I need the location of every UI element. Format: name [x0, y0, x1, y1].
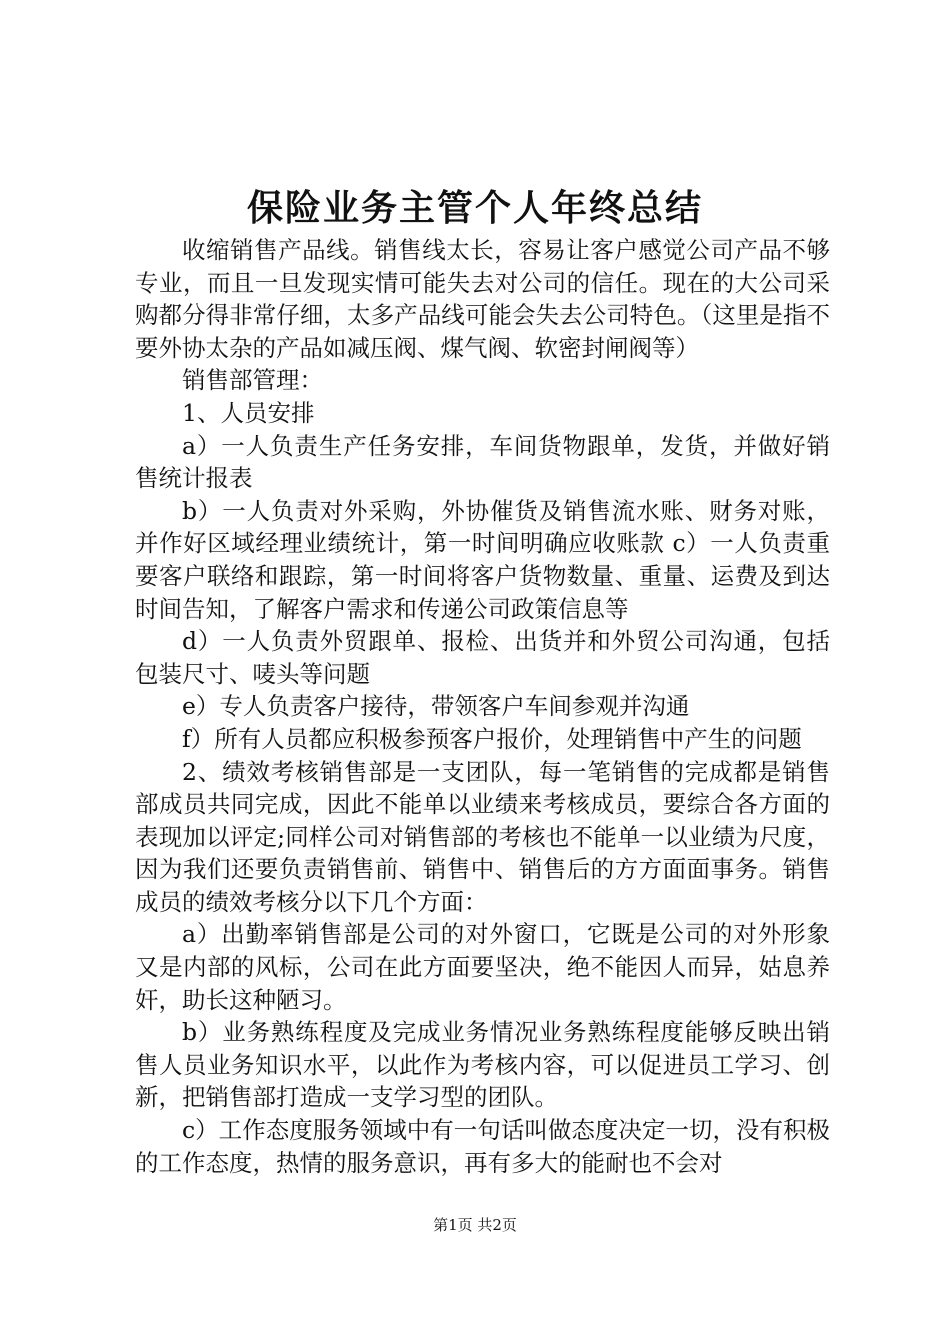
- paragraph: 销售部管理：: [182, 366, 323, 395]
- paragraph: a）出勤率销售部是公司的对外窗口，它既是公司的对外形象又是内部的风标，公司在此方面要坚决，绝不能因人而异，姑息养奸，助长这种陋习。: [135, 920, 830, 1014]
- paragraph: 收缩销售产品线。销售线太长，容易让客户感觉公司产品不够专业，而且一旦发现实情可能失去对公司的信任。现在的大公司采购都分得非常仔细，太多产品线可能会失去公司特色。（这里是指不要外协太杂的产品如减压阀、煤气阀、软密封闸阀等）: [135, 236, 830, 362]
- paragraph: c）工作态度服务领域中有一句话叫做态度决定一切，没有积极的工作态度，热情的服务意识，再有多大的能耐也不会对: [135, 1116, 830, 1177]
- paragraph: a）一人负责生产任务安排，车间货物跟单，发货，并做好销售统计报表: [135, 431, 830, 493]
- paragraph: b）一人负责对外采购，外协催货及销售流水账、财务对账，并作好区域经理业绩统计，第一时间明确应收账款 c）一人负责重要客户联络和跟踪，第一时间将客户货物数量、重量、运费及到达时间告知，了解客户需求和传递公司政策信息等: [135, 496, 830, 623]
- document-title: 保险业务主管个人年终总结: [246, 187, 703, 229]
- paragraph: 2、绩效考核销售部是一支团队，每一笔销售的完成都是销售部成员共同完成，因此不能单以业绩来考核成员，要综合各方面的表现加以评定;同样公司对销售部的考核也不能单一以业绩为尺度，因为我们还要负责销售前、销售中、销售后的方方面面事务。销售成员的绩效考核分以下几个方面：: [135, 757, 830, 916]
- document-body: [135, 234, 830, 1179]
- paragraph: d）一人负责外贸跟单、报检、出货并和外贸公司沟通，包括包装尺寸、唛头等问题: [135, 627, 830, 688]
- paragraph: e）专人负责客户接待，带领客户车间参观并沟通: [182, 692, 690, 721]
- page-footer: 第1页 共2页: [433, 1216, 517, 1234]
- paragraph: b）业务熟练程度及完成业务情况业务熟练程度能够反映出销售人员业务知识水平，以此作为考核内容，可以促进员工学习、创新，把销售部打造成一支学习型的团队。: [135, 1018, 830, 1112]
- paragraph: f）所有人员都应积极参预客户报价，处理销售中产生的问题: [182, 724, 802, 753]
- paragraph: 1、人员安排: [182, 398, 315, 427]
